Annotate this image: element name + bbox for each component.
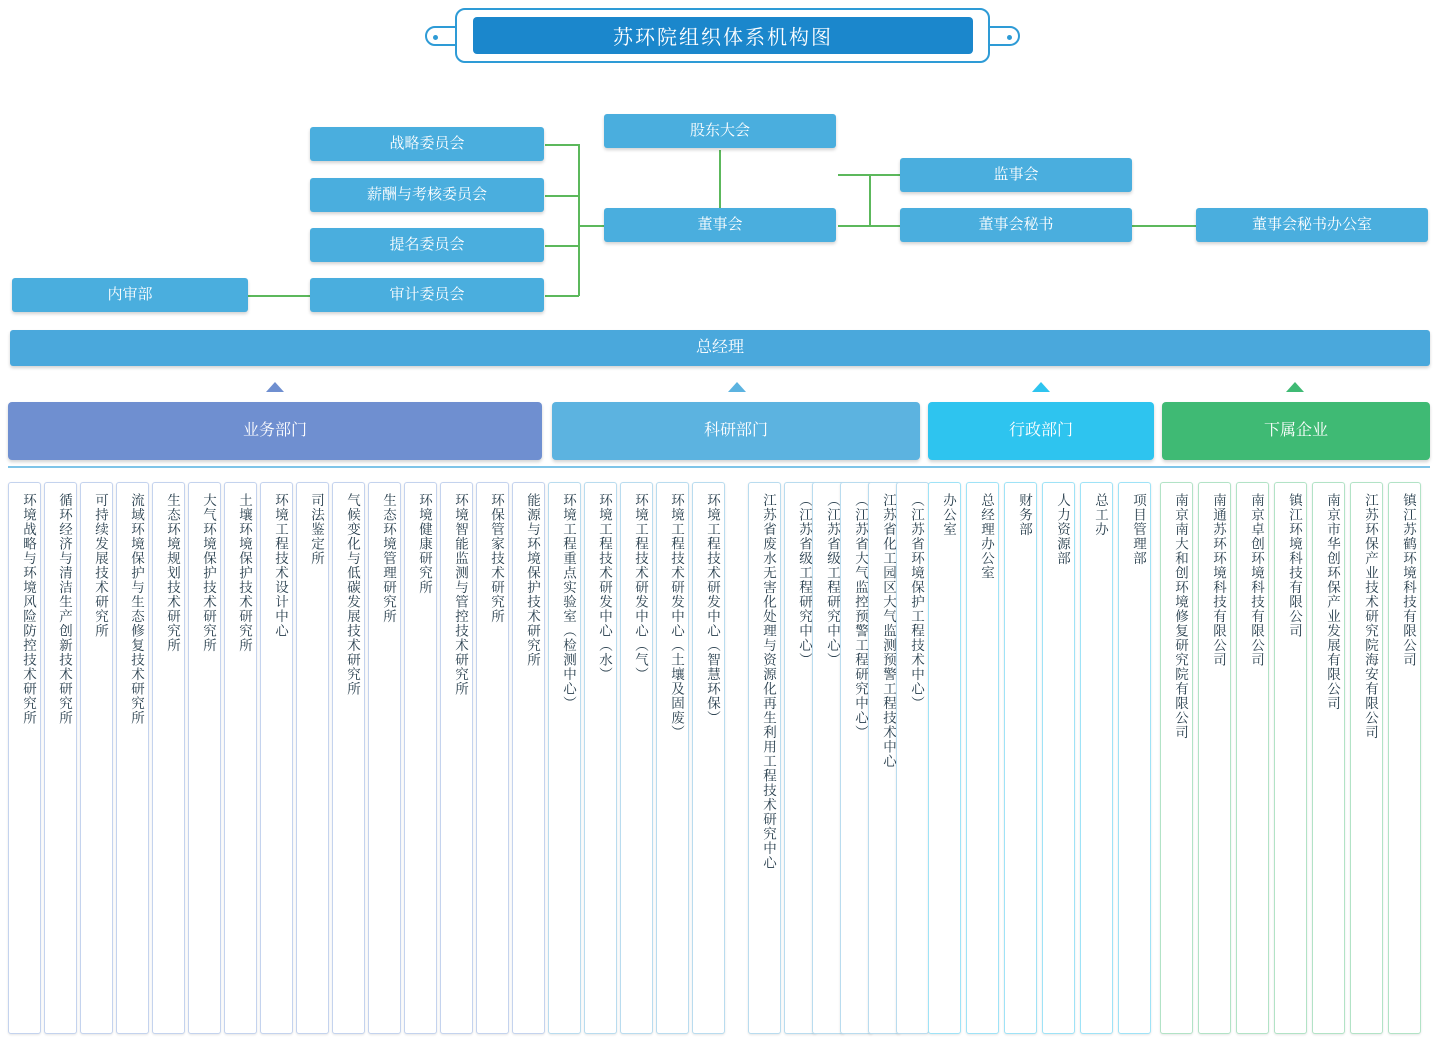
- list-item[interactable]: 环境工程技术研发中心（气）: [620, 482, 653, 1034]
- list-item[interactable]: 南京南大和创环境修复研究院有限公司: [1160, 482, 1193, 1034]
- arrow-to-business: [266, 382, 284, 392]
- list-item[interactable]: 可持续发展技术研究所: [80, 482, 113, 1034]
- list-item[interactable]: 生态环境管理研究所: [368, 482, 401, 1034]
- leaf-columns: [0, 482, 1440, 1042]
- list-item[interactable]: 环境工程技术研发中心（土壤及固废）: [656, 482, 689, 1034]
- node-compensation-committee[interactable]: 薪酬与考核委员会: [310, 178, 544, 212]
- list-item[interactable]: （江苏省环境保护工程技术中心）: [896, 482, 929, 1034]
- list-item[interactable]: 土壤环境保护技术研究所: [224, 482, 257, 1034]
- list-item[interactable]: 司法鉴定所: [296, 482, 329, 1034]
- list-item[interactable]: 南京市华创环保产业发展有限公司: [1312, 482, 1345, 1034]
- line-committee-to-board: [578, 225, 604, 227]
- list-item[interactable]: （江苏省级工程研究中心）: [812, 482, 845, 1034]
- list-item[interactable]: 镇江苏鹤环境科技有限公司: [1388, 482, 1421, 1034]
- list-item[interactable]: 总经理办公室: [966, 482, 999, 1034]
- list-item[interactable]: 办公室: [928, 482, 961, 1034]
- list-item[interactable]: 环境工程技术研发中心（水）: [584, 482, 617, 1034]
- line-secretary-office: [1132, 225, 1196, 227]
- line-strategy-committee: [545, 144, 579, 146]
- node-board-of-directors[interactable]: 董事会: [604, 208, 836, 242]
- page-title: 苏环院组织体系机构图: [473, 17, 973, 54]
- list-item[interactable]: （江苏省大气监控预警工程研究中心）: [840, 482, 873, 1034]
- list-item[interactable]: 环境健康研究所: [404, 482, 437, 1034]
- arrow-to-research: [728, 382, 746, 392]
- category-research-departments[interactable]: 科研部门: [552, 402, 920, 460]
- node-strategy-committee[interactable]: 战略委员会: [310, 127, 544, 161]
- list-item[interactable]: 人力资源部: [1042, 482, 1075, 1034]
- list-item[interactable]: 江苏省化工园区大气监测预警工程技术中心: [868, 482, 901, 1034]
- line-board-secretary: [838, 225, 900, 227]
- line-nomination-committee: [545, 245, 579, 247]
- line-committee-bus: [578, 144, 580, 296]
- list-item[interactable]: 南通苏环环境科技有限公司: [1198, 482, 1231, 1034]
- list-item[interactable]: 环境工程重点实验室（检测中心）: [548, 482, 581, 1034]
- list-item[interactable]: （江苏省级工程研究中心）: [784, 482, 817, 1034]
- list-item[interactable]: 气候变化与低碳发展技术研究所: [332, 482, 365, 1034]
- node-internal-audit-department[interactable]: 内审部: [12, 278, 248, 312]
- arrow-to-admin: [1032, 382, 1050, 392]
- line-category-rail: [8, 466, 1430, 468]
- list-item[interactable]: 大气环境保护技术研究所: [188, 482, 221, 1034]
- list-item[interactable]: 流域环境保护与生态修复技术研究所: [116, 482, 149, 1034]
- node-general-manager[interactable]: 总经理: [10, 330, 1430, 366]
- list-item[interactable]: 财务部: [1004, 482, 1037, 1034]
- arrow-to-subsidiary: [1286, 382, 1304, 392]
- node-board-secretary-office[interactable]: 董事会秘书办公室: [1196, 208, 1428, 242]
- node-supervisory-board[interactable]: 监事会: [900, 158, 1132, 192]
- list-item[interactable]: 江苏环保产业技术研究院海安有限公司: [1350, 482, 1383, 1034]
- category-business-departments[interactable]: 业务部门: [8, 402, 542, 460]
- node-audit-committee[interactable]: 审计委员会: [310, 278, 544, 312]
- list-item[interactable]: 环境智能监测与管控技术研究所: [440, 482, 473, 1034]
- node-shareholders-meeting[interactable]: 股东大会: [604, 114, 836, 148]
- list-item[interactable]: 生态环境规划技术研究所: [152, 482, 185, 1034]
- list-item[interactable]: 项目管理部: [1118, 482, 1151, 1034]
- list-item[interactable]: 能源与环境保护技术研究所: [512, 482, 545, 1034]
- list-item[interactable]: 环境战略与环境风险防控技术研究所: [8, 482, 41, 1034]
- list-item[interactable]: 环境工程技术设计中心: [260, 482, 293, 1034]
- list-item[interactable]: 环保管家技术研究所: [476, 482, 509, 1034]
- list-item[interactable]: 镇江环境科技有限公司: [1274, 482, 1307, 1034]
- category-subsidiaries[interactable]: 下属企业: [1162, 402, 1430, 460]
- node-nomination-committee[interactable]: 提名委员会: [310, 228, 544, 262]
- line-board-branch-vert: [869, 174, 871, 226]
- list-item[interactable]: 循环经济与清洁生产创新技术研究所: [44, 482, 77, 1034]
- list-item[interactable]: 总工办: [1080, 482, 1113, 1034]
- line-audit-committee: [545, 295, 579, 297]
- line-comp-committee: [545, 195, 579, 197]
- category-admin-departments[interactable]: 行政部门: [928, 402, 1154, 460]
- chart-title-banner: [425, 8, 1020, 63]
- line-internal-audit: [248, 295, 310, 297]
- list-item[interactable]: 南京卓创环境科技有限公司: [1236, 482, 1269, 1034]
- node-board-secretary[interactable]: 董事会秘书: [900, 208, 1132, 242]
- list-item[interactable]: 环境工程技术研发中心（智慧环保）: [692, 482, 725, 1034]
- list-item[interactable]: 江苏省废水无害化处理与资源化再生利用工程技术研究中心: [748, 482, 781, 1034]
